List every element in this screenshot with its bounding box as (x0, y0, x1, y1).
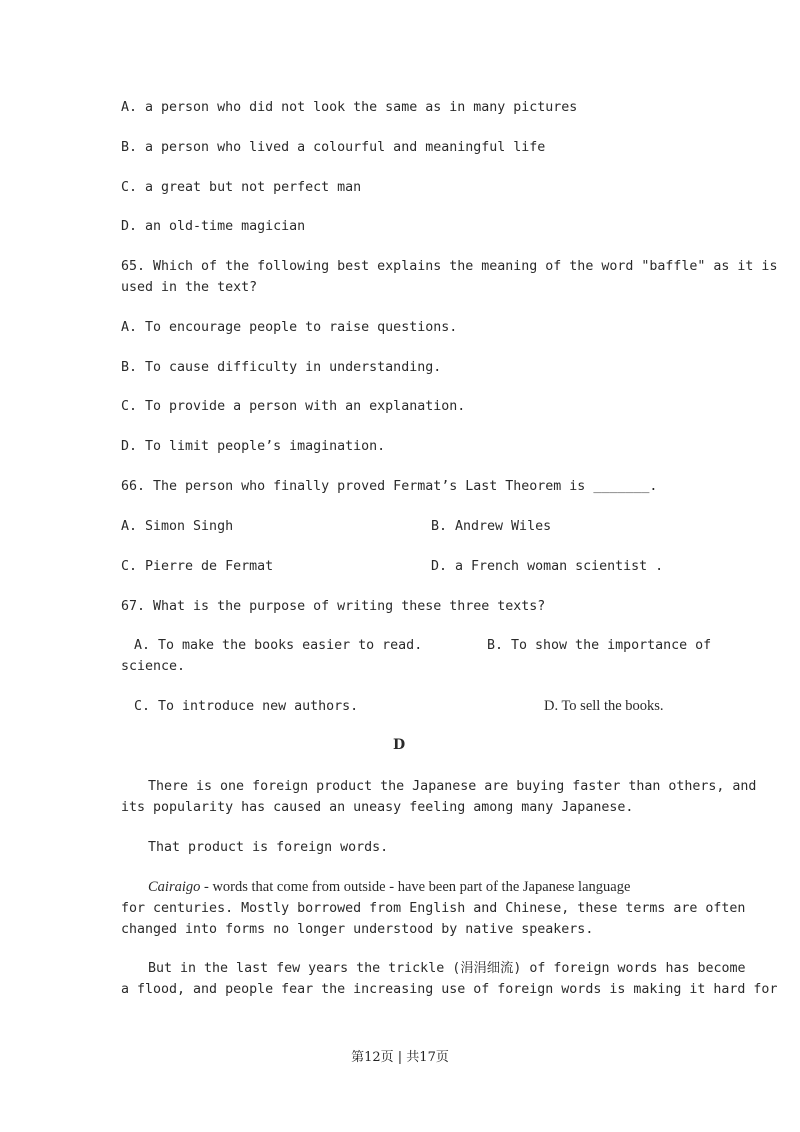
q67-option-b: B. To show the importance of (487, 638, 712, 653)
q64-option-a: A. a person who did not look the same as in many pictures (121, 100, 578, 115)
q65-option-c: C. To provide a person with an explanation. (121, 399, 466, 414)
section-d-p1-line1: There is one foreign product the Japanese are buying faster than others, and (148, 779, 757, 794)
q65-stem-line1: 65. Which of the following best explains the meaning of the word "baffle" as it is (121, 259, 778, 274)
page-footer: 第12页 | 共17页 (351, 1050, 449, 1065)
section-d-p4-line1: But in the last few years the trickle (涓涓细流) of foreign words has become (148, 961, 746, 976)
section-d-p3-line1-rest: - words that come from outside - have been part of the Japanese language (200, 879, 631, 895)
q64-option-d: D. an old-time magician (121, 219, 306, 234)
q65-option-a: A. To encourage people to raise questions. (121, 320, 458, 335)
q66-option-a: A. Simon Singh (121, 519, 234, 534)
q65-option-d: D. To limit people’s imagination. (121, 439, 386, 454)
q66-option-d: D. a French woman scientist . (431, 559, 664, 574)
q67-option-b-continued: science. (121, 659, 186, 674)
section-d-p3-line2: for centuries. Mostly borrowed from English and Chinese, these terms are often (121, 901, 746, 916)
section-d-heading: D (393, 737, 406, 753)
q66-option-c: C. Pierre de Fermat (121, 559, 274, 574)
q64-option-c: C. a great but not perfect man (121, 180, 362, 195)
q65-stem-line2: used in the text? (121, 280, 258, 295)
q64-option-b: B. a person who lived a colourful and meaningful life (121, 140, 546, 155)
cairaigo-term: Cairaigo (148, 879, 201, 895)
q66-stem: 66. The person who finally proved Fermat’s Last Theorem is _______. (121, 479, 658, 494)
section-d-p2: That product is foreign words. (148, 840, 389, 855)
q67-stem: 67. What is the purpose of writing these three texts? (121, 599, 546, 614)
section-d-p3-line3: changed into forms no longer understood by native speakers. (121, 922, 594, 937)
q66-option-b: B. Andrew Wiles (431, 519, 552, 534)
q65-option-b: B. To cause difficulty in understanding. (121, 360, 442, 375)
q67-option-d: D. To sell the books. (544, 698, 664, 714)
section-d-p1-line2: its popularity has caused an uneasy feeling among many Japanese. (121, 800, 634, 815)
section-d-p3-line1 (148, 877, 630, 898)
q67-option-a: A. To make the books easier to read. (134, 638, 423, 653)
q67-option-c: C. To introduce new authors. (134, 699, 359, 714)
section-d-p4-line2: a flood, and people fear the increasing use of foreign words is making it hard for (121, 982, 778, 997)
